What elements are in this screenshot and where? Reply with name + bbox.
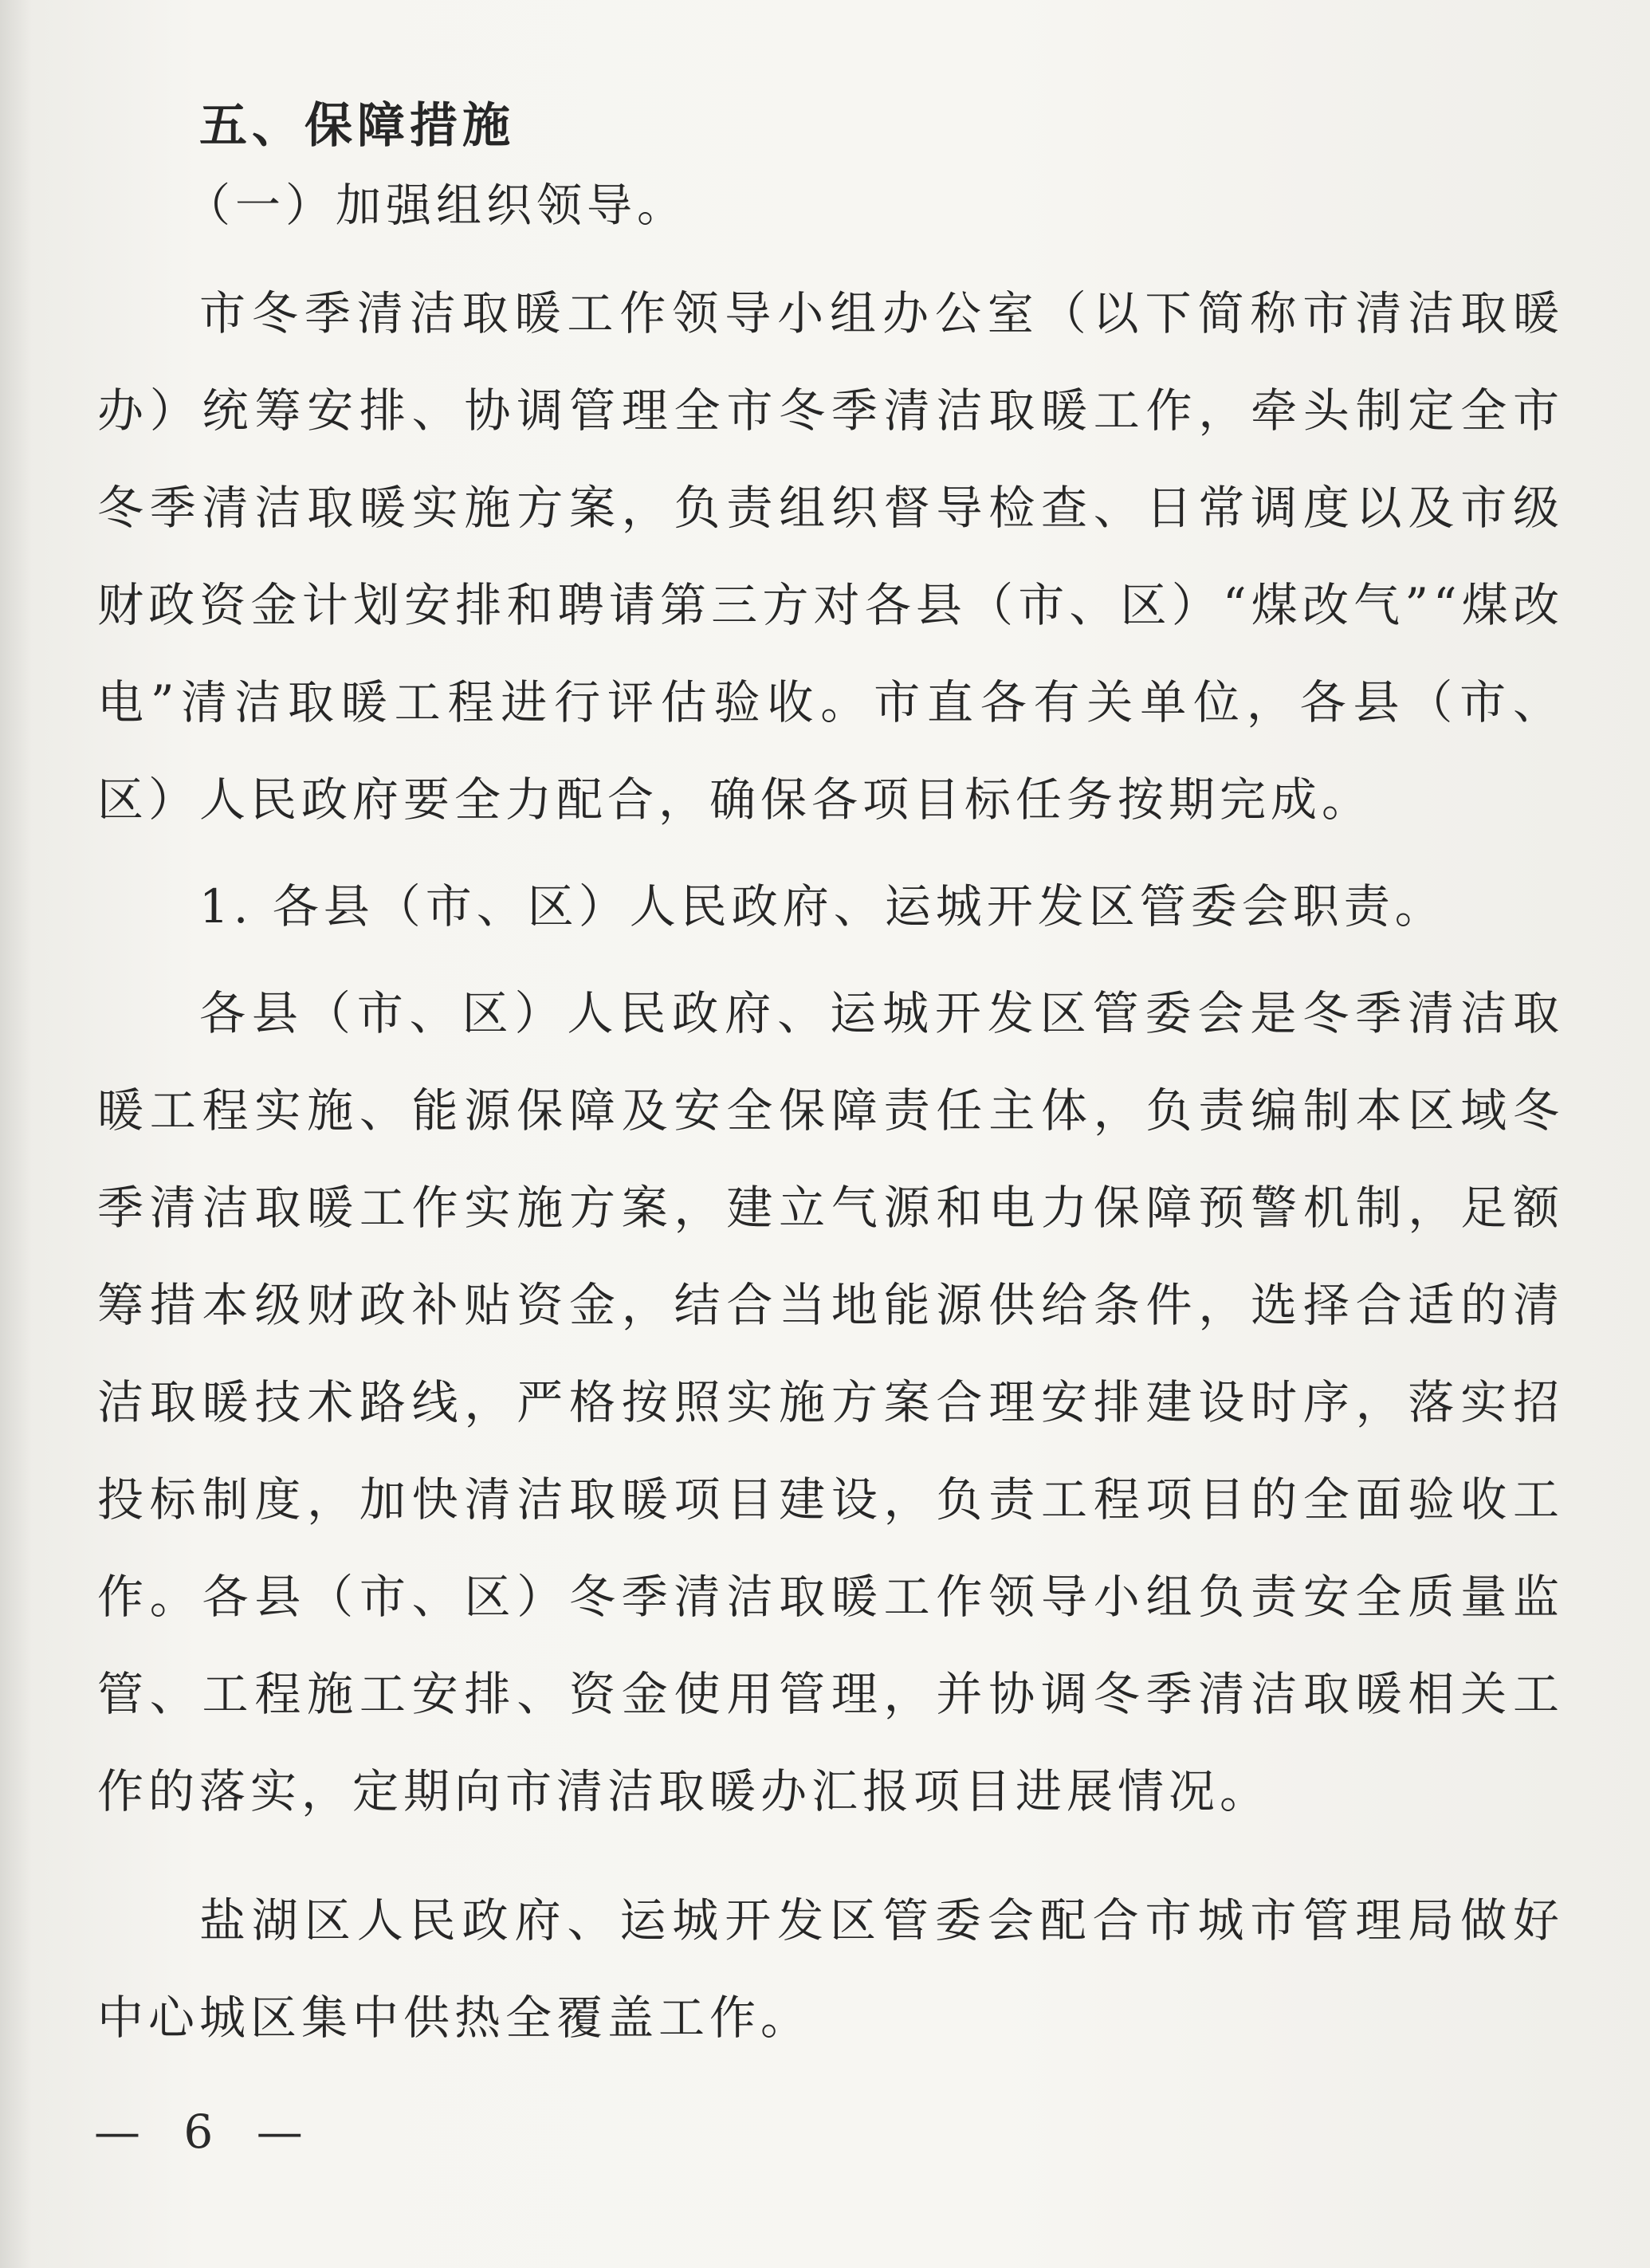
paragraph-county-duties-title: 1. 各县（市、区）人民政府、运城开发区管委会职责。 [199, 879, 1446, 934]
document-body [97, 86, 1564, 2066]
paragraph-leadership-office: 市冬季清洁取暖工作领导小组办公室（以下简称市清洁取暖办）统筹安排、协调管理全市冬季清洁取暖工作，牵头制定全市冬季清洁取暖实施方案，负责组织督导检查、日常调度以及市级财政资金计划安排和聘请第三方对各县（市、区）“煤改气”“煤改电”清洁取暖工程进行评估验收。市直各有关单位，各县（市、区）人民政府要全力配合，确保各项目标任务按期完成。 [97, 286, 1564, 827]
page-edge-shadow [0, 0, 32, 2268]
paragraph-county-duties: 各县（市、区）人民政府、运城开发区管委会是冬季清洁取暖工程实施、能源保障及安全保障责任主体，负责编制本区域冬季清洁取暖工作实施方案，建立气源和电力保障预警机制，足额筹措本级财政补贴资金，结合当地能源供给条件，选择合适的清洁取暖技术路线，严格按照实施方案合理安排建设时序，落实招投标制度，加快清洁取暖项目建设，负责工程项目的全面验收工作。各县（市、区）冬季清洁取暖工作领导小组负责安全质量监管、工程施工安排、资金使用管理，并协调冬季清洁取暖相关工作的落实，定期向市清洁取暖办汇报项目进展情况。 [97, 986, 1564, 1818]
section-heading: 五、保障措施 [199, 98, 515, 154]
page-number: — 6 — [94, 2105, 317, 2159]
subsection-heading: （一）加强组织领导。 [185, 179, 687, 232]
paragraph-yanhu-district: 盐湖区人民政府、运城开发区管委会配合市城市管理局做好中心城区集中供热全覆盖工作。 [97, 1893, 1564, 2045]
